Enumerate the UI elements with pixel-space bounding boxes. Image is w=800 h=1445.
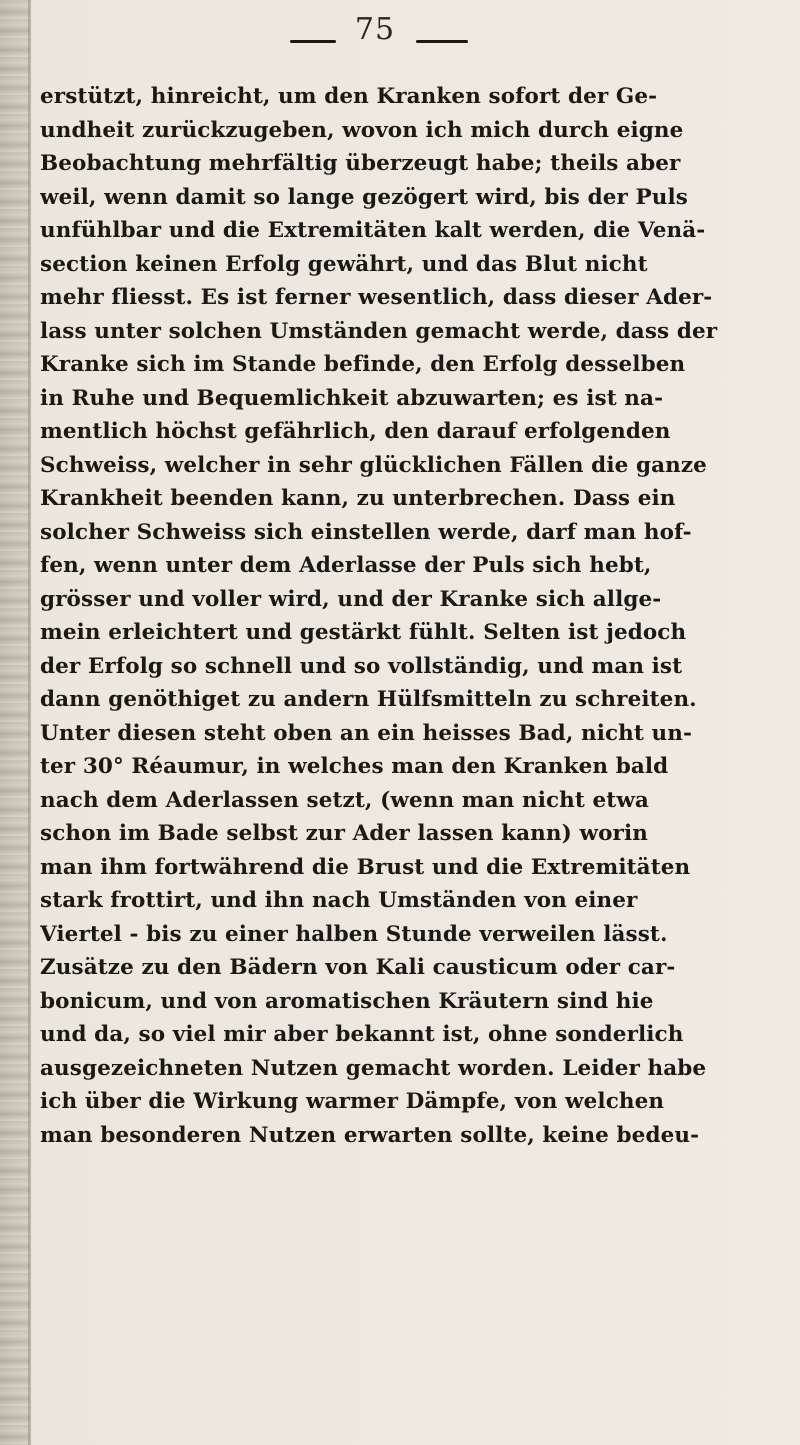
text-line: mehr fliesst. Es ist ferner wesentlich, dass dieser Ader- xyxy=(40,285,713,310)
gutter-edge xyxy=(28,0,31,1445)
body-text xyxy=(40,80,780,1152)
header-rule-right xyxy=(416,40,468,43)
text-line: nach dem Aderlassen setzt, (wenn man nicht etwa xyxy=(40,787,649,813)
text-line: schon im Bade selbst zur Ader lassen kann) worin xyxy=(40,821,648,846)
text-line: undheit zurückzugeben, wovon ich mich durch eigne xyxy=(40,117,684,143)
text-line: man ihm fortwährend die Brust und die Extremitäten xyxy=(40,854,691,880)
text-line: ausgezeichneten Nutzen gemacht worden. Leider habe xyxy=(40,1055,707,1081)
text-line: der Erfolg so schnell und so vollständig, und man ist xyxy=(40,653,683,679)
text-line: dann genöthiget zu andern Hülfsmitteln zu schreiten. xyxy=(40,687,697,712)
text-line: man besonderen Nutzen erwarten sollte, keine bedeu- xyxy=(40,1122,700,1148)
text-line: Krankheit beenden kann, zu unterbrechen. Dass ein xyxy=(40,486,676,511)
text-line: fen, wenn unter dem Aderlasse der Puls sich hebt, xyxy=(40,553,652,578)
page-gutter xyxy=(0,0,30,1445)
text-line: ter 30° Réaumur, in welches man den Kranken bald xyxy=(40,754,669,779)
text-line: ich über die Wirkung warmer Dämpfe, von welchen xyxy=(40,1089,665,1114)
text-line: section keinen Erfolg gewährt, und das Blut nicht xyxy=(40,251,648,277)
text-line: in Ruhe und Bequemlichkeit abzuwarten; es ist na- xyxy=(40,385,664,411)
text-line: solcher Schweiss sich einstellen werde, darf man hof- xyxy=(40,519,692,545)
text-line: mein erleichtert und gestärkt fühlt. Selten ist jedoch xyxy=(40,620,687,645)
text-line: Schweiss, welcher in sehr glücklichen Fällen die ganze xyxy=(40,452,707,478)
text-line: Zusätze zu den Bädern von Kali causticum oder car- xyxy=(40,955,676,980)
text-line: und da, so viel mir aber bekannt ist, ohne sonderlich xyxy=(40,1022,684,1047)
text-line: bonicum, und von aromatischen Kräutern sind hie xyxy=(40,988,654,1014)
text-line: grösser und voller wird, und der Kranke sich allge- xyxy=(40,586,662,612)
text-line: weil, wenn damit so lange gezögert wird, bis der Puls xyxy=(40,184,688,210)
text-line: erstützt, hinreicht, um den Kranken sofort der Ge- xyxy=(40,84,658,109)
page-header xyxy=(0,6,800,54)
header-rule-left xyxy=(290,40,336,43)
text-line: Viertel - bis zu einer halben Stunde verweilen lässt. xyxy=(40,921,668,947)
text-line: mentlich höchst gefährlich, den darauf erfolgenden xyxy=(40,419,671,444)
text-line: Beobachtung mehrfältig überzeugt habe; theils aber xyxy=(40,151,681,176)
text-line: Unter diesen steht oben an ein heisses Bad, nicht un- xyxy=(40,720,693,746)
text-line: stark frottirt, und ihn nach Umständen von einer xyxy=(40,888,638,913)
text-line: unfühlbar und die Extremitäten kalt werden, die Venä- xyxy=(40,218,706,243)
text-line: lass unter solchen Umständen gemacht werde, dass der xyxy=(40,318,718,344)
text-line: Kranke sich im Stande befinde, den Erfolg desselben xyxy=(40,352,686,377)
page-number: 75 xyxy=(354,12,396,47)
